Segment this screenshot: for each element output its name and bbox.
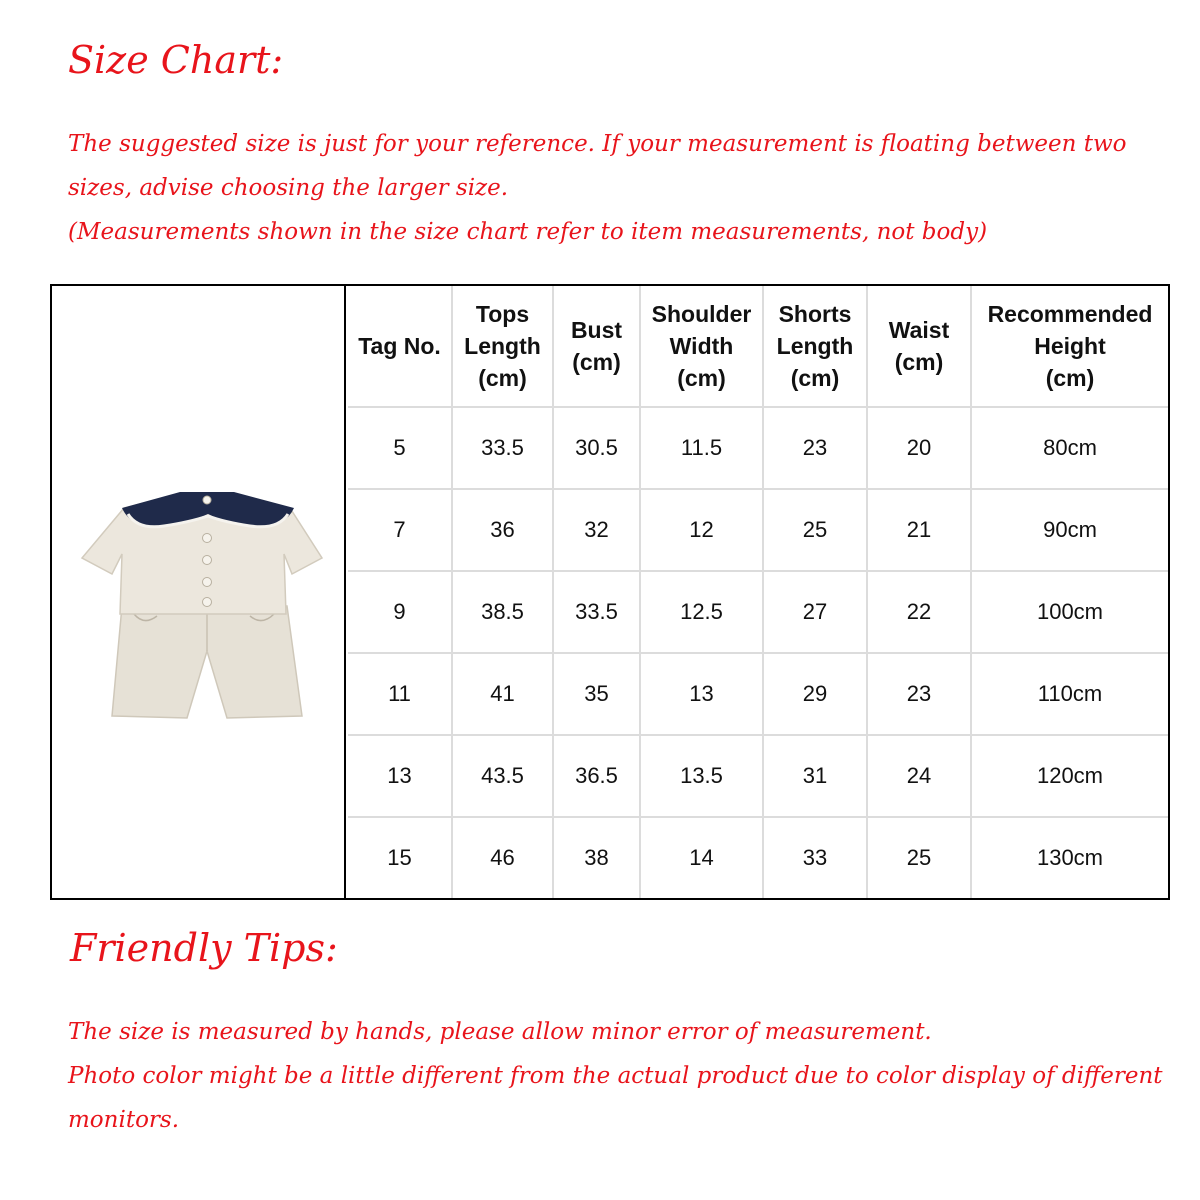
table-cell: 46 (452, 817, 553, 898)
friendly-tips-notes (68, 1010, 1168, 1142)
column-header (640, 286, 763, 407)
table-cell: 80cm (971, 407, 1168, 489)
table-cell: 11.5 (640, 407, 763, 489)
table-cell: 33.5 (452, 407, 553, 489)
tip-note: The size is measured by hands, please allow minor error of measurement. (68, 1019, 932, 1045)
size-chart-title: Size Chart: (68, 38, 284, 82)
column-header-line: Recommended (987, 301, 1153, 327)
table-cell: 110cm (971, 653, 1168, 735)
table-cell: 5 (348, 407, 452, 489)
column-header-line: Bust (570, 317, 623, 343)
column-header-line: Tag No. (358, 333, 441, 359)
column-header-line: Height (1034, 333, 1106, 359)
table-cell: 43.5 (452, 735, 553, 817)
table-cell: 25 (763, 489, 867, 571)
column-header (971, 286, 1168, 407)
friendly-tips-title: Friendly Tips: (70, 926, 338, 970)
table-cell: 23 (763, 407, 867, 489)
table-cell: 11 (348, 653, 452, 735)
column-header-line: Width (669, 333, 734, 359)
table-cell: 24 (867, 735, 971, 817)
column-header-line: (cm) (790, 365, 840, 391)
sailor-outfit-photo (62, 486, 332, 726)
product-image-cell (52, 286, 346, 898)
column-header-line: (cm) (1045, 365, 1095, 391)
table-cell: 9 (348, 571, 452, 653)
table-cell: 41 (452, 653, 553, 735)
table-cell: 7 (348, 489, 452, 571)
table-cell: 14 (640, 817, 763, 898)
size-note: The suggested size is just for your reference. If your measurement is floating between two sizes, advise choosing the larger size. (68, 131, 1127, 201)
column-header (553, 286, 640, 407)
table-cell: 38 (553, 817, 640, 898)
table-cell: 23 (867, 653, 971, 735)
column-header-line: Shorts (778, 301, 852, 327)
table-cell: 100cm (971, 571, 1168, 653)
column-header-line: Waist (888, 317, 950, 343)
size-note: (Measurements shown in the size chart refer to item measurements, not body) (68, 219, 988, 245)
table-cell: 33.5 (553, 571, 640, 653)
column-header-line: Tops (475, 301, 530, 327)
header-row (348, 286, 1168, 407)
size-table (348, 286, 1168, 898)
size-chart-frame (50, 284, 1170, 900)
table-cell: 33 (763, 817, 867, 898)
table-row (348, 817, 1168, 898)
table-cell: 32 (553, 489, 640, 571)
column-header (867, 286, 971, 407)
size-chart-notes (68, 122, 1168, 254)
tip-note: Photo color might be a little different from the actual product due to color display of different monitors. (68, 1063, 1163, 1133)
table-cell: 35 (553, 653, 640, 735)
table-cell: 38.5 (452, 571, 553, 653)
table-row (348, 653, 1168, 735)
table-cell: 15 (348, 817, 452, 898)
column-header-line: (cm) (894, 349, 944, 375)
column-header-line: (cm) (677, 365, 726, 391)
table-cell: 20 (867, 407, 971, 489)
column-header (348, 286, 452, 407)
table-cell: 12 (640, 489, 763, 571)
table-cell: 13 (640, 653, 763, 735)
column-header-line: (cm) (478, 365, 527, 391)
column-header-line: Length (776, 333, 854, 359)
table-cell: 22 (867, 571, 971, 653)
column-header-line: Shoulder (651, 301, 752, 327)
table-cell: 25 (867, 817, 971, 898)
table-cell: 31 (763, 735, 867, 817)
table-cell: 30.5 (553, 407, 640, 489)
table-cell: 12.5 (640, 571, 763, 653)
table-cell: 130cm (971, 817, 1168, 898)
table-row (348, 571, 1168, 653)
table-cell: 90cm (971, 489, 1168, 571)
column-header (452, 286, 553, 407)
column-header (763, 286, 867, 407)
table-cell: 29 (763, 653, 867, 735)
table-cell: 36 (452, 489, 553, 571)
table-cell: 13 (348, 735, 452, 817)
column-header-line: (cm) (572, 349, 621, 375)
column-header-line: Length (464, 333, 541, 359)
table-cell: 120cm (971, 735, 1168, 817)
table-row (348, 407, 1168, 489)
table-cell: 27 (763, 571, 867, 653)
table-row (348, 735, 1168, 817)
table-row (348, 489, 1168, 571)
table-cell: 36.5 (553, 735, 640, 817)
table-cell: 21 (867, 489, 971, 571)
table-cell: 13.5 (640, 735, 763, 817)
